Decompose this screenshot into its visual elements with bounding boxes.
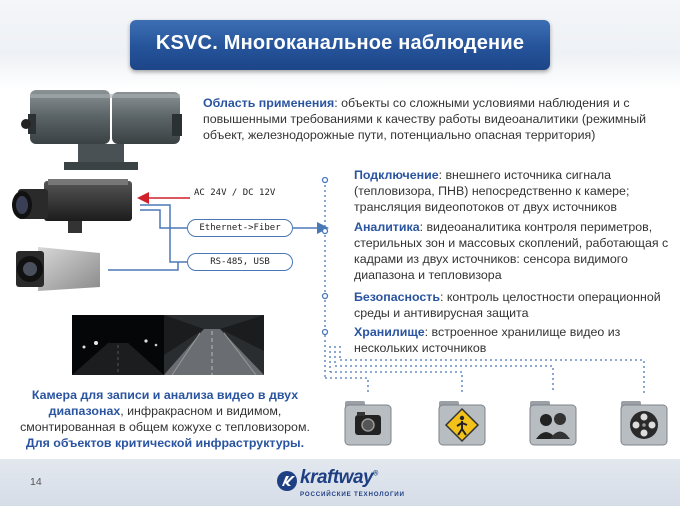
caption-text: , инфракрасном и видимом, смонтированная в общем кожухе с тепловизором. [20,404,310,434]
security-label: Безопасность [354,290,440,304]
power-label: AC 24V / DC 12V [194,188,276,198]
connection-text: : внешнего источника сигнала (тепловизора, ПНВ) непосредственно к камере; трансляция видеопотоков от двух источников [354,168,630,214]
analytics-label: Аналитика [354,220,420,234]
analytics-text: : видеоаналитика контроля периметров, стерильных зон и массовых скоплений, работающая с кадрами из двух источников: сенсора видимого диапазона и тепловизора [354,220,669,282]
storage-text: : встроенное хранилище видео из нескольких источников [354,325,621,355]
caption-bold-2: Для объектов критической инфраструктуры. [25,436,305,450]
kraftway-logo-mark-icon [276,470,298,492]
connection-block [354,167,670,215]
security-text: : контроль целостности операционной среды и антивирусная защита [354,290,661,320]
caption-bold-1: Камера для записи и анализа видео в двух диапазонах [31,388,299,418]
users-folder-icon [528,395,578,447]
storage-block [354,324,670,356]
logo-tagline: РОССИЙСКИЕ ТЕХНОЛОГИИ [300,491,405,498]
logo-name: kraftway® [300,467,378,488]
page-number: 14 [30,476,42,488]
scope-block [203,95,668,143]
rs485-usb-pill: RS-485, USB [187,253,293,271]
scope-label: Область применения [203,96,335,110]
pedestrian-sign-folder-icon [437,395,487,447]
kraftway-logo [276,467,406,503]
analytics-block [354,219,670,283]
slide-title: KSVC. Многоканальное наблюдение [155,32,525,54]
security-block [354,289,670,321]
ethernet-fiber-pill: Ethernet->Fiber [187,219,293,237]
scope-text: : объекты со сложными условиями наблюдения и с повышенными требованиями к качеству работы видеоаналитики (режимный объект, железнодорожные пути, потенциально опасная территория) [203,96,647,142]
camera-caption [15,387,315,451]
storage-label: Хранилище [354,325,425,339]
camera-folder-icon [343,395,393,447]
film-reel-folder-icon [619,395,669,447]
footer [0,459,680,506]
connection-label: Подключение [354,168,439,182]
